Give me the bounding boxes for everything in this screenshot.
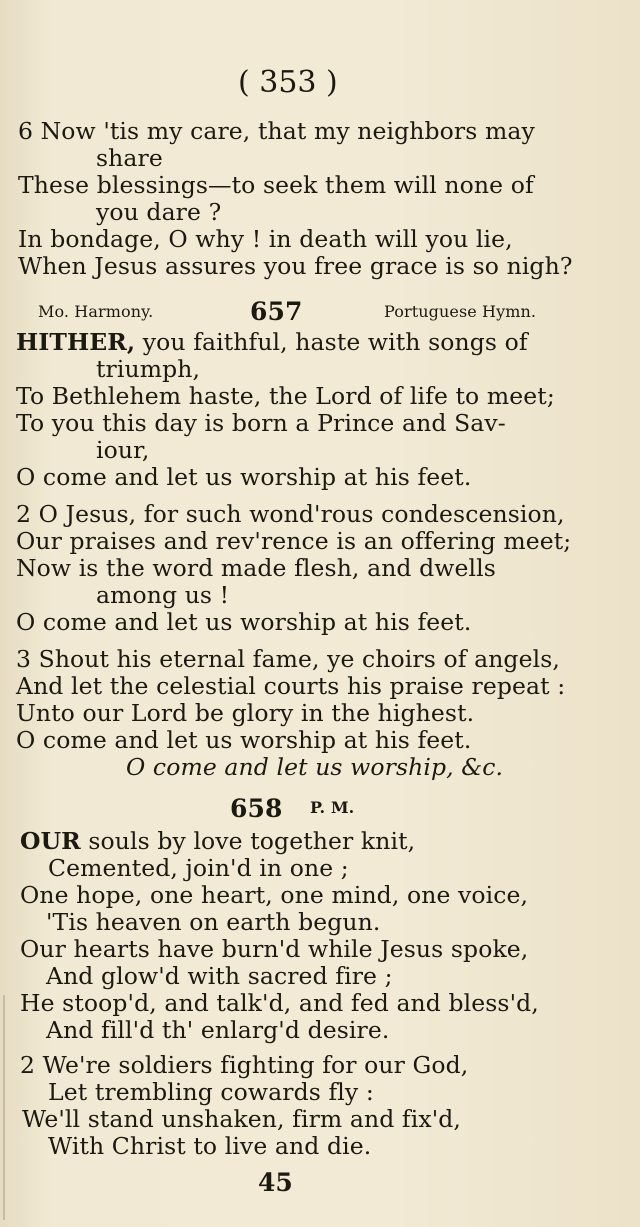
verse-line: To you this day is born a Prince and Sav- xyxy=(16,409,506,437)
verse-line: Unto our Lord be glory in the highest. xyxy=(16,699,475,727)
verse-line: O come and let us worship at his feet. xyxy=(16,463,472,491)
verse-line: triumph, xyxy=(96,355,201,383)
verse-line: One hope, one heart, one mind, one voice, xyxy=(20,881,529,909)
verse-line: O come and let us worship at his feet. xyxy=(16,726,472,754)
verse-line: We'll stand unshaken, firm and fix'd, xyxy=(22,1105,461,1133)
verse-line: among us ! xyxy=(96,581,230,609)
verse-line: Now is the word made flesh, and dwells xyxy=(16,554,496,582)
hymn-number: 658 xyxy=(230,794,283,823)
verse-line: With Christ to live and die. xyxy=(48,1132,372,1160)
signature-mark: 45 xyxy=(258,1168,293,1197)
verse-line: Our hearts have burn'd while Jesus spoke, xyxy=(20,935,529,963)
hymn-meter: P. M. xyxy=(310,798,355,817)
first-word: OUR xyxy=(20,827,81,855)
verse-line: And glow'd with sacred fire ; xyxy=(46,962,393,990)
verse-line: When Jesus assures you free grace is so nigh? xyxy=(18,252,573,280)
verse-line: And let the celestial courts his praise repeat : xyxy=(16,672,566,700)
tune-meter: Portuguese Hymn. xyxy=(384,302,537,321)
verse-line: you dare ? xyxy=(96,198,222,226)
tune-name: Mo. Harmony. xyxy=(38,302,154,321)
verse-line: Cemented, join'd in one ; xyxy=(48,854,349,882)
verse-line: 3 Shout his eternal fame, ye choirs of angels, xyxy=(16,645,560,673)
verse-line: He stoop'd, and talk'd, and fed and bless'd, xyxy=(20,989,539,1017)
page-number-header: ( 353 ) xyxy=(238,65,338,100)
verse-line: Let trembling cowards fly : xyxy=(48,1078,374,1106)
verse-line: Our praises and rev'rence is an offering meet; xyxy=(16,527,572,555)
verse-line: 'Tis heaven on earth begun. xyxy=(46,908,381,936)
verse-line: 6 Now 'tis my care, that my neighbors may xyxy=(18,117,535,145)
first-word: HITHER, xyxy=(16,328,136,356)
verse-line: These blessings—to seek them will none of xyxy=(18,171,534,199)
verse-line: 2 O Jesus, for such wond'rous condescension, xyxy=(16,500,565,528)
page-edge-mark xyxy=(3,995,5,1220)
verse-line: O come and let us worship at his feet. xyxy=(16,608,472,636)
verse-line: And fill'd th' enlarg'd desire. xyxy=(46,1016,390,1044)
hymn-number: 657 xyxy=(250,297,303,326)
verse-line: share xyxy=(96,144,163,172)
chorus-line: O come and let us worship, &c. xyxy=(126,753,504,781)
verse-line: HITHER, you faithful, haste with songs of xyxy=(16,328,528,356)
verse-line: To Bethlehem haste, the Lord of life to meet; xyxy=(16,382,555,410)
verse-line: iour, xyxy=(96,436,150,464)
verse-line: 2 We're soldiers fighting for our God, xyxy=(20,1051,469,1079)
verse-line: OUR souls by love together knit, xyxy=(20,827,416,855)
verse-line: In bondage, O why ! in death will you lie, xyxy=(18,225,513,253)
